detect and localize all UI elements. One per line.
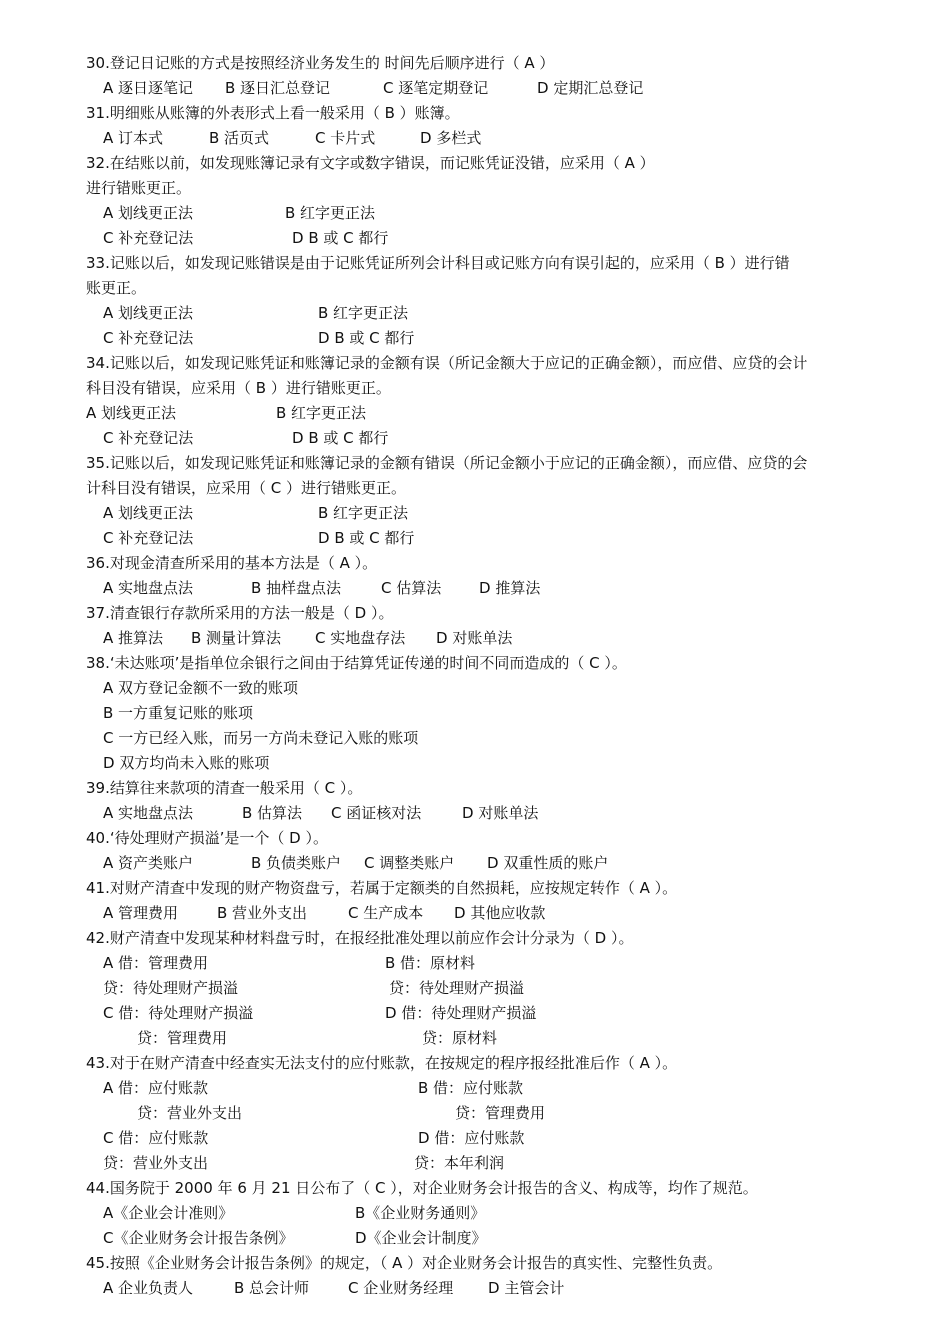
option-a: A 管理费用 xyxy=(103,904,179,922)
option-c: C 函证核对法 xyxy=(331,804,422,822)
option-d: D 双方均尚未入账的账项 xyxy=(103,754,270,772)
option-d-credit: 贷：本年利润 xyxy=(414,1154,505,1172)
option-a: A 逐日逐笔记 xyxy=(103,79,194,97)
option-b: B 红字更正法 xyxy=(276,404,367,422)
question-34: 34.记账以后，如发现记账凭证和账簿记录的金额有误（所记金额大于应记的正确金额），而应借、应贷的会计 xyxy=(86,354,808,372)
option-d-credit: 贷：原材料 xyxy=(422,1029,498,1047)
option-c: C 调整类账户 xyxy=(364,854,455,872)
option-a: A 借：管理费用 xyxy=(103,954,209,972)
option-d: D B 或 C 都行 xyxy=(292,229,389,247)
option-b: B 营业外支出 xyxy=(217,904,308,922)
option-b: B 总会计师 xyxy=(234,1279,310,1297)
option-b: B 红字更正法 xyxy=(318,304,409,322)
option-a: A 实地盘点法 xyxy=(103,579,194,597)
question-36: 36.对现金清查所采用的基本方法是（ A ）。 xyxy=(86,554,378,572)
option-c-credit: 贷：营业外支出 xyxy=(103,1154,209,1172)
question-35-cont: 计科目没有错误，应采用（ C ）进行错账更正。 xyxy=(86,479,407,497)
question-32-cont: 进行错账更正。 xyxy=(86,179,192,197)
option-d: D 其他应收款 xyxy=(454,904,546,922)
question-45: 45.按照《企业财务会计报告条例》的规定，（ A ）对企业财务会计报告的真实性、完整性负责。 xyxy=(86,1254,723,1272)
option-c: C 卡片式 xyxy=(315,129,376,147)
option-b: B 逐日汇总登记 xyxy=(225,79,331,97)
option-d: D B 或 C 都行 xyxy=(318,529,415,547)
option-c-credit: 贷：管理费用 xyxy=(137,1029,228,1047)
option-c: C 补充登记法 xyxy=(103,329,194,347)
option-d: D 借：应付账款 xyxy=(418,1129,525,1147)
option-a: A 划线更正法 xyxy=(103,504,194,522)
option-b: B 一方重复记账的账项 xyxy=(103,704,254,722)
option-c: C 补充登记法 xyxy=(103,229,194,247)
option-c: C 实地盘存法 xyxy=(315,629,406,647)
question-30: 30.登记日记账的方式是按照经济业务发生的 时间先后顺序进行（ A ） xyxy=(86,54,555,72)
option-a: A 借：应付账款 xyxy=(103,1079,209,1097)
option-d: D 对账单法 xyxy=(436,629,513,647)
question-44: 44.国务院于 2000 年 6 月 21 日公布了（ C ），对企业财务会计报告的含义、构成等，均作了规范。 xyxy=(86,1179,758,1197)
option-b: B 借：应付账款 xyxy=(418,1079,524,1097)
option-a-credit: 贷：营业外支出 xyxy=(137,1104,243,1122)
question-33-text: 33.记账以后，如发现记账错误是由于记账凭证所列会计科目或记账方向有误引起的，应采用（ B ）进行错 xyxy=(86,254,790,272)
question-38: 38.‘未达账项’是指单位余银行之间由于结算凭证传递的时间不同而造成的（ C ）。 xyxy=(86,654,627,672)
question-37: 37.清查银行存款所采用的方法一般是（ D ）。 xyxy=(86,604,394,622)
option-c: C 补充登记法 xyxy=(103,529,194,547)
option-d: D 双重性质的账户 xyxy=(487,854,609,872)
option-c: C 生产成本 xyxy=(348,904,424,922)
option-a: A《企业会计准则》 xyxy=(103,1204,234,1222)
option-d: D B 或 C 都行 xyxy=(292,429,389,447)
option-c: C 逐笔定期登记 xyxy=(383,79,489,97)
option-a-credit: 贷：待处理财产损溢 xyxy=(103,979,239,997)
option-b: B 抽样盘点法 xyxy=(251,579,342,597)
question-33 xyxy=(86,253,892,273)
question-42: 42.财产清查中发现某种材料盘亏时，在报经批准处理以前应作会计分录为（ D ）。 xyxy=(86,929,634,947)
option-d: D 主管会计 xyxy=(488,1279,565,1297)
question-34-cont: 科目没有错误，应采用（ B ）进行错账更正。 xyxy=(86,379,391,397)
option-b: B 借：原材料 xyxy=(385,954,476,972)
option-b: B 测量计算法 xyxy=(191,629,282,647)
option-a: A 推算法 xyxy=(103,629,164,647)
option-b: B 红字更正法 xyxy=(285,204,376,222)
option-d: D 对账单法 xyxy=(462,804,539,822)
option-d: D 借：待处理财产损溢 xyxy=(385,1004,537,1022)
option-c: C 补充登记法 xyxy=(103,429,194,447)
question-33-cont: 账更正。 xyxy=(86,279,147,297)
option-b-credit: 贷：待处理财产损溢 xyxy=(389,979,525,997)
option-b-credit: 贷：管理费用 xyxy=(455,1104,546,1122)
option-a: A 划线更正法 xyxy=(103,204,194,222)
option-b: B 活页式 xyxy=(209,129,270,147)
option-c: C 一方已经入账，而另一方尚未登记入账的账项 xyxy=(103,729,419,747)
question-40: 40.‘待处理财产损溢’是一个（ D ）。 xyxy=(86,829,328,847)
option-a: A 双方登记金额不一致的账项 xyxy=(103,679,299,697)
question-31: 31.明细账从账簿的外表形式上看一般采用（ B ）账簿。 xyxy=(86,104,460,122)
question-41: 41.对财产清查中发现的财产物资盘亏，若属于定额类的自然损耗，应按规定转作（ A ）。 xyxy=(86,879,678,897)
option-a: A 划线更正法 xyxy=(103,304,194,322)
option-a: A 划线更正法 xyxy=(86,404,177,422)
option-d: D 推算法 xyxy=(479,579,541,597)
question-39: 39.结算往来款项的清查一般采用（ C ）。 xyxy=(86,779,363,797)
option-c: C 估算法 xyxy=(381,579,442,597)
option-a: A 资产类账户 xyxy=(103,854,194,872)
option-c: C 借：待处理财产损溢 xyxy=(103,1004,254,1022)
option-c: C 企业财务经理 xyxy=(348,1279,454,1297)
option-a: A 订本式 xyxy=(103,129,164,147)
option-d: D《企业会计制度》 xyxy=(355,1229,487,1247)
option-b: B 红字更正法 xyxy=(318,504,409,522)
question-43: 43.对于在财产清查中经查实无法支付的应付账款，在按规定的程序报经批准后作（ A ）。 xyxy=(86,1054,678,1072)
option-c: C 借：应付账款 xyxy=(103,1129,209,1147)
option-b: B《企业财务通则》 xyxy=(355,1204,486,1222)
option-a: A 企业负责人 xyxy=(103,1279,194,1297)
question-35: 35.记账以后，如发现记账凭证和账簿记录的金额有错误（所记金额小于应记的正确金额），而应借、应贷的会 xyxy=(86,454,808,472)
option-d: D 定期汇总登记 xyxy=(537,79,644,97)
option-d: D 多栏式 xyxy=(420,129,482,147)
question-32: 32.在结账以前，如发现账簿记录有文字或数字错误，而记账凭证没错，应采用（ A ） xyxy=(86,154,655,172)
option-b: B 负债类账户 xyxy=(251,854,342,872)
option-b: B 估算法 xyxy=(242,804,303,822)
option-c: C《企业财务会计报告条例》 xyxy=(103,1229,294,1247)
option-a: A 实地盘点法 xyxy=(103,804,194,822)
option-d: D B 或 C 都行 xyxy=(318,329,415,347)
